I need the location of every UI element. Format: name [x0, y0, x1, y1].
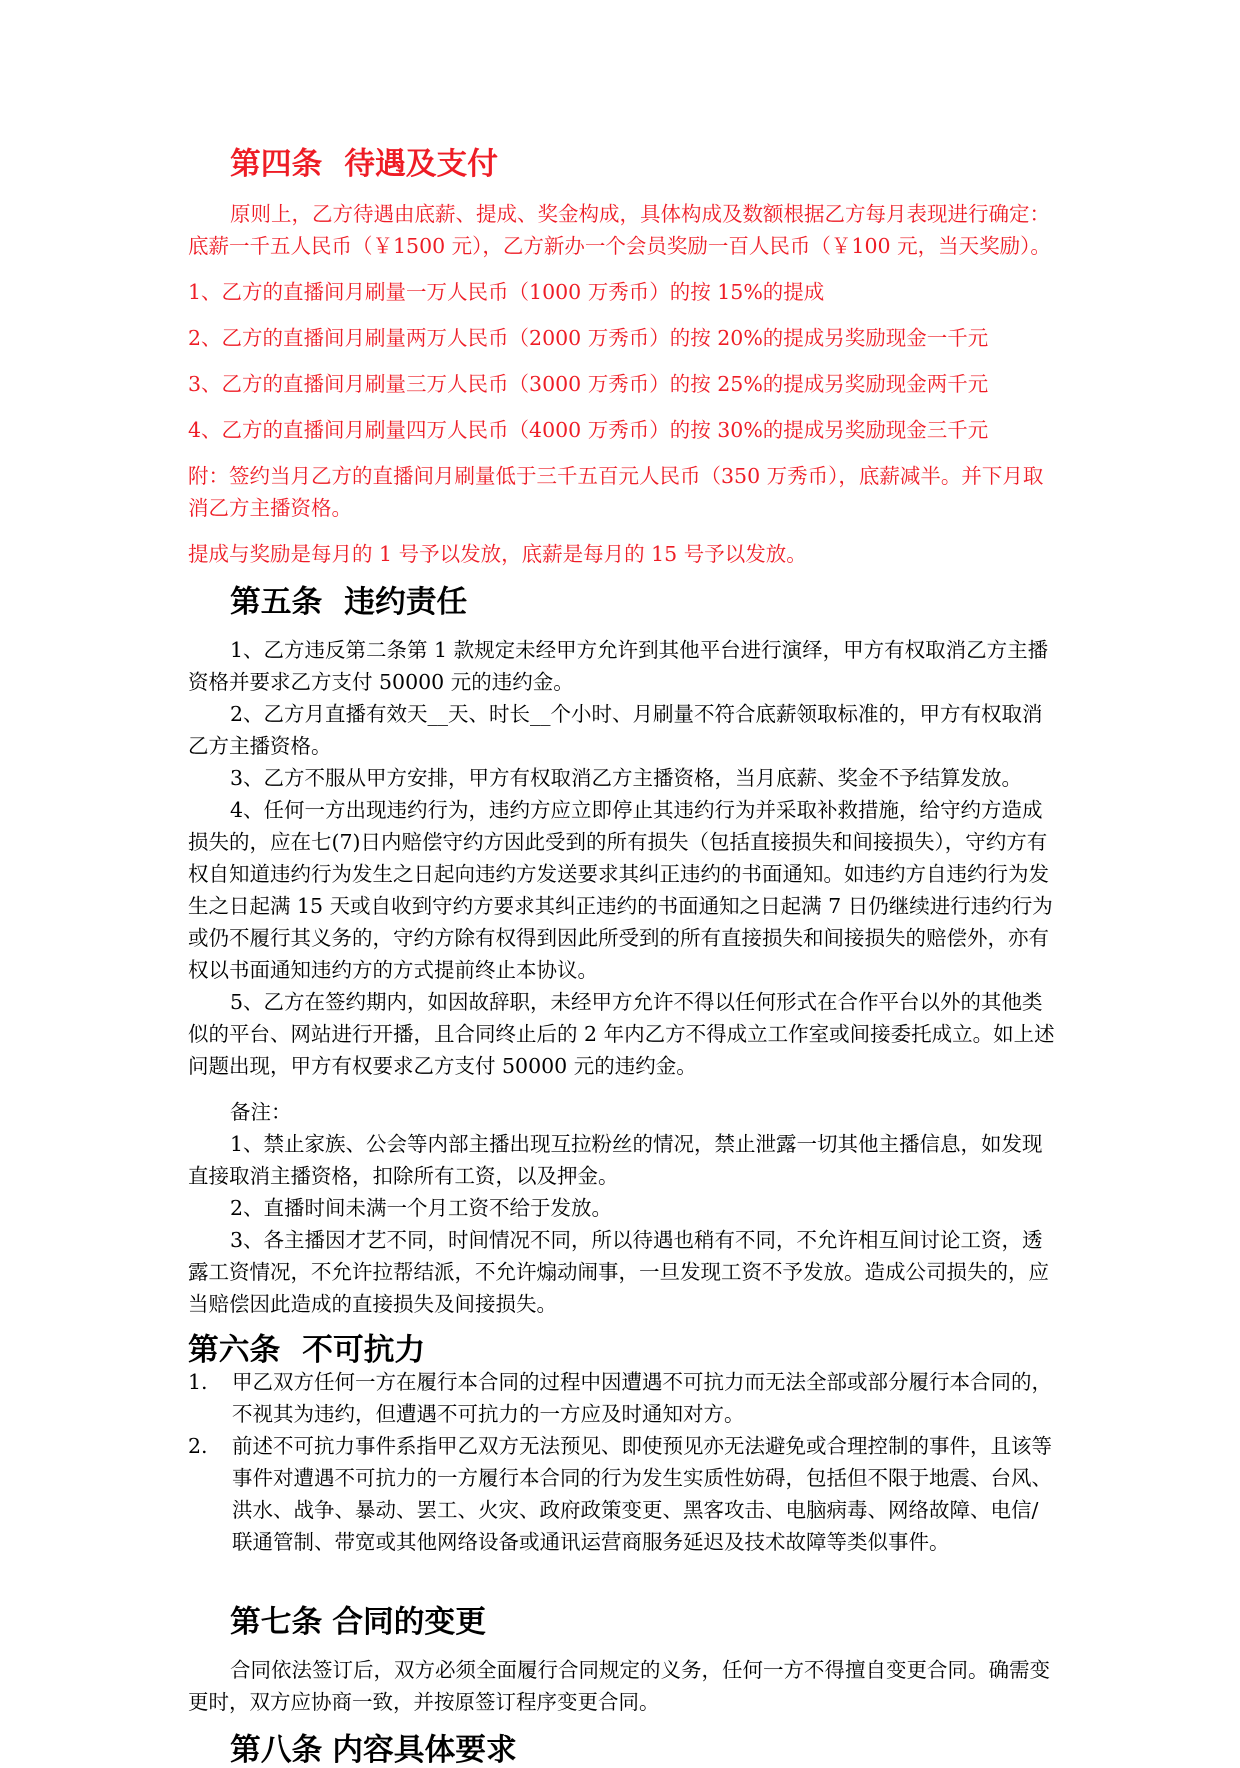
article-6-item-1: [188, 1366, 1058, 1430]
list-number: 1.: [188, 1370, 208, 1394]
article-5-title: 违约责任: [344, 584, 468, 620]
article-5-item-3: 3、乙方不服从甲方安排，甲方有权取消乙方主播资格，当月底薪、奖金不予结算发放。: [230, 766, 1023, 790]
article-7-title: 合同的变更: [332, 1604, 487, 1640]
article-5-item-1: 1、乙方违反第二条第 1 款规定未经甲方允许到其他平台进行演绎，甲方有权取消乙方主播资格并要求乙方支付 50000 元的违约金。: [188, 638, 1049, 694]
article-6-heading: [188, 1334, 1058, 1366]
article-4-note: 附：签约当月乙方的直播间月刷量低于三千五百元人民币（350 万秀币），底薪减半。并下月取消乙方主播资格。: [188, 464, 1044, 520]
article-6-number: 第六条: [188, 1332, 281, 1368]
article-7-number: 第七条: [230, 1604, 323, 1640]
article-4-number: 第四条: [230, 146, 323, 182]
article-4-heading: [188, 148, 1058, 180]
article-4-item-3: 3、乙方的直播间月刷量三万人民币（3000 万秀币）的按 25%的提成另奖励现金两千元: [188, 372, 989, 396]
article-5-item-4: 4、任何一方出现违约行为，违约方应立即停止其违约行为并采取补救措施，给守约方造成损失的，应在七(7)日内赔偿守约方因此受到的所有损失（包括直接损失和间接损失），守约方有权自知道违约行为发生之日起向违约方发送要求其纠正违约的书面通知。如违约方自违约行为发生之日起满 15 天或自收到守约方要求其纠正违约的书面通知之日起满 7 日仍继续进行违约行为或仍不履行其义务的，守约方除有权得到因此所受到的所有直接损失和间接损失的赔偿外，亦有权以书面通知违约方的方式提前终止本协议。: [188, 798, 1053, 982]
article-4-item-2: 2、乙方的直播间月刷量两万人民币（2000 万秀币）的按 20%的提成另奖励现金一千元: [188, 326, 989, 350]
article-7-heading: [188, 1606, 1058, 1638]
article-5-heading: [188, 586, 1058, 618]
document-body: [188, 148, 1058, 1766]
article-8-number: 第八条: [230, 1732, 323, 1768]
remark-item-3: 3、各主播因才艺不同，时间情况不同，所以待遇也稍有不同，不允许相互间讨论工资，透露工资情况，不允许拉帮结派，不允许煽动闹事，一旦发现工资不予发放。造成公司损失的，应当赔偿因此造成的直接损失及间接损失。: [188, 1228, 1049, 1316]
list-item-text: 前述不可抗力事件系指甲乙双方无法预见、即使预见亦无法避免或合理控制的事件，且该等事件对遭遇不可抗力的一方履行本合同的行为发生实质性妨碍，包括但不限于地震、台风、洪水、战争、暴动、罢工、火灾、政府政策变更、黑客攻击、电脑病毒、网络故障、电信/联通管制、带宽或其他网络设备或通讯运营商服务延迟及技术故障等类似事件。: [232, 1434, 1052, 1554]
article-7-text: 合同依法签订后，双方必须全面履行合同规定的义务，任何一方不得擅自变更合同。确需变更时，双方应协商一致，并按原签订程序变更合同。: [188, 1658, 1050, 1714]
remark-item-2: 2、直播时间未满一个月工资不给于发放。: [230, 1196, 613, 1220]
remark-item-1: 1、禁止家族、公会等内部主播出现互拉粉丝的情况，禁止泄露一切其他主播信息，如发现直接取消主播资格，扣除所有工资，以及押金。: [188, 1132, 1043, 1188]
article-8-heading: [188, 1734, 1058, 1766]
article-4-intro: 原则上，乙方待遇由底薪、提成、奖金构成，具体构成及数额根据乙方每月表现进行确定：底薪一千五人民币（￥1500 元），乙方新办一个会员奖励一百人民币（￥100 元，当天奖励）。: [188, 202, 1051, 258]
article-4-payday: 提成与奖励是每月的 1 号予以发放，底薪是每月的 15 号予以发放。: [188, 542, 807, 566]
list-item-text: 甲乙双方任何一方在履行本合同的过程中因遭遇不可抗力而无法全部或部分履行本合同的，不视其为违约，但遭遇不可抗力的一方应及时通知对方。: [232, 1370, 1052, 1426]
article-4-item-4: 4、乙方的直播间月刷量四万人民币（4000 万秀币）的按 30%的提成另奖励现金三千元: [188, 418, 989, 442]
article-5-item-5: 5、乙方在签约期内，如因故辞职，未经甲方允许不得以任何形式在合作平台以外的其他类似的平台、网站进行开播，且合同终止后的 2 年内乙方不得成立工作室或间接委托成立。如上述问题出现，甲方有权要求乙方支付 50000 元的违约金。: [188, 990, 1055, 1078]
article-8-title: 内容具体要求: [332, 1732, 517, 1768]
article-5-item-2: 2、乙方月直播有效天__天、时长__个小时、月刷量不符合底薪领取标准的，甲方有权取消乙方主播资格。: [188, 702, 1043, 758]
article-6-title: 不可抗力: [302, 1332, 426, 1368]
article-4-item-1: 1、乙方的直播间月刷量一万人民币（1000 万秀币）的按 15%的提成: [188, 280, 825, 304]
article-4-title: 待遇及支付: [344, 146, 499, 182]
article-5-number: 第五条: [230, 584, 323, 620]
remark-label: 备注：: [230, 1100, 292, 1124]
list-number: 2.: [188, 1434, 208, 1458]
article-6-item-2: [188, 1430, 1058, 1558]
